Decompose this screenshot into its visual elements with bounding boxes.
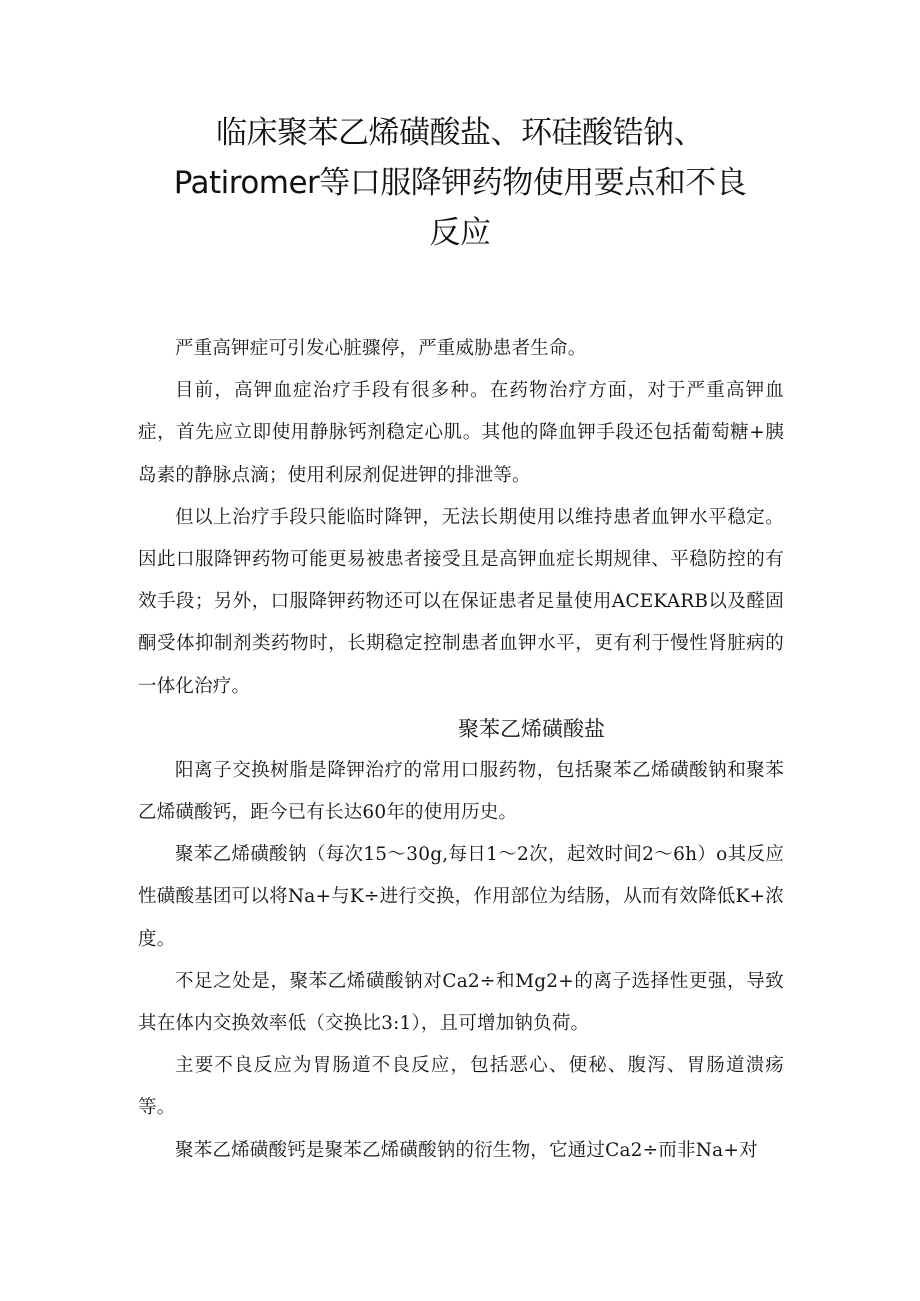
paragraph-resin: 阳离子交换树脂是降钾治疗的常用口服药物，包括聚苯乙烯磺酸钠和聚苯乙烯磺酸钙，距今已有长达60年的使用历史。 <box>138 759 784 824</box>
title-line-2: Patiromer等口服降钾药物使用要点和不良 <box>173 165 747 201</box>
paragraph-oral-drugs: 但以上治疗手段只能临时降钾，无法长期使用以维持患者血钾水平稳定。因此口服降钾药物可能更易被患者接受且是高钾血症长期规律、平稳防控的有效手段；另外，口服降钾药物还可以在保证患者足量使用ACEKARB以及醛固酮受体抑制剂类药物时，长期稳定控制患者血钾水平，更有利于慢性肾脏病的一体化治疗。 <box>138 506 784 697</box>
title-line-1: 临床聚苯乙烯磺酸盐、环硅酸锆钠、 <box>216 115 704 151</box>
section-heading: 聚苯乙烯磺酸盐 <box>458 716 605 741</box>
title-line-3: 反应 <box>429 215 491 251</box>
paragraph-intro: 严重高钾症可引发心脏骤停，严重威胁患者生命。 <box>175 338 587 359</box>
paragraph-sodium-dosage: 聚苯乙烯磺酸钠（每次15～30g,每日1～2次，起效时间2～6h）o其反应性磺酸基团可以将Na+与K÷进行交换，作用部位为结肠，从而有效降低K+浓度。 <box>138 844 784 950</box>
paragraph-adverse-effects: 主要不良反应为胃肠道不良反应，包括恶心、便秘、腹泻、胃肠道溃疡等。 <box>138 1055 784 1119</box>
paragraph-calcium-derivative: 聚苯乙烯磺酸钙是聚苯乙烯磺酸钠的衍生物，它通过Ca2÷而非Na+对 <box>175 1139 758 1161</box>
paragraph-limitations: 不足之处是，聚苯乙烯磺酸钠对Ca2÷和Mg2+的离子选择性更强，导致其在体内交换效率低（交换比3:1），且可增加钠负荷。 <box>138 970 784 1035</box>
paragraph-treatment: 目前，高钾血症治疗手段有很多种。在药物治疗方面，对于严重高钾血症，首先应立即使用静脉钙剂稳定心肌。其他的降血钾手段还包括葡萄糖+胰岛素的静脉点滴；使用利尿剂促进钾的排泄等。 <box>138 380 784 486</box>
document-body <box>138 328 784 1172</box>
document-title <box>100 108 820 258</box>
